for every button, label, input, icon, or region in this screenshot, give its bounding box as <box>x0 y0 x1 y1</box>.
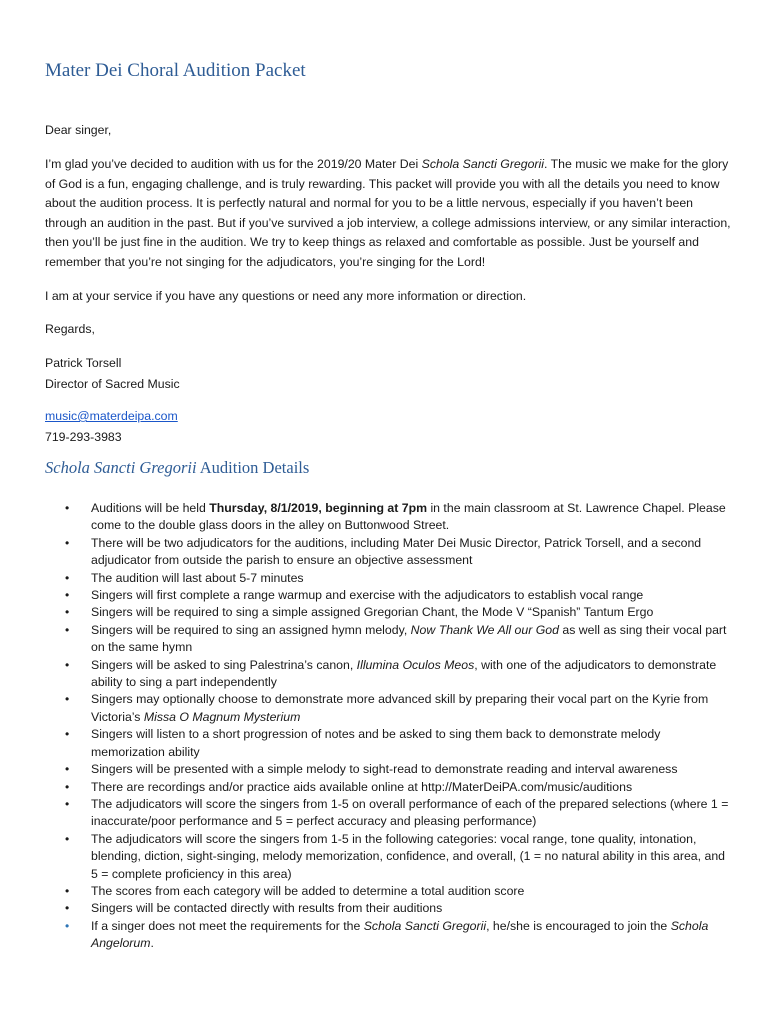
bullet-icon: • <box>65 605 70 620</box>
list-item: • Singers will first complete a range warmup and exercise with the adjudicators to establish vocal range <box>45 587 735 604</box>
list-item: • Singers will be required to sing a simple assigned Gregorian Chant, the Mode V “Spanish” Tantum Ergo <box>45 604 735 621</box>
signer-title: Director of Sacred Music <box>45 377 180 391</box>
bullet-icon: • <box>65 501 70 515</box>
list-item: • There will be two adjudicators for the auditions, including Mater Dei Music Director, Patrick Torsell, and a second adjudicator from outside the parish to ensure an objective assessment <box>65 535 702 568</box>
bullet-icon: • <box>65 918 70 933</box>
bullet-icon: • <box>65 796 70 811</box>
list-item: • Auditions will be held Thursday, 8/1/2019, beginning at 7pm in the main classroom at St. Lawrence Chapel. Please come to the double glass doors in the alley on Buttonwood Street. <box>65 501 726 533</box>
signer-name: Patrick Torsell <box>45 356 122 370</box>
list-item: • Singers will be asked to sing Palestrina’s canon, Illumina Oculos Meos, with one of the adjudicators to demonstrate ability to sing a part independently <box>65 657 717 690</box>
bullet-icon: • <box>65 657 70 672</box>
list-item: • The scores from each category will be added to determine a total audition score <box>45 883 735 900</box>
closing: Regards, <box>45 322 95 336</box>
bullet-icon: • <box>65 535 70 550</box>
list-item: • The audition will last about 5-7 minutes <box>45 570 735 587</box>
list-item: • Singers will be required to sing an assigned hymn melody, Now Thank We All our God as well as sing their vocal part on the same hymn <box>65 622 727 655</box>
list-item: • The adjudicators will score the singers from 1-5 on overall performance of each of the prepared selections (where 1 = inaccurate/poor performance and 5 = perfect accuracy and pleasing performance) <box>65 796 729 829</box>
salutation: Dear singer, <box>45 123 112 137</box>
phone-number: 719-293-3983 <box>45 430 122 444</box>
bullet-icon: • <box>65 570 70 585</box>
service-paragraph: I am at your service if you have any questions or need any more information or direction. <box>45 289 527 303</box>
page-title: Mater Dei Choral Audition Packet <box>45 60 306 81</box>
bullet-icon: • <box>65 883 70 898</box>
audition-details-list <box>45 500 735 953</box>
bullet-icon: • <box>65 831 70 846</box>
bullet-icon: • <box>65 622 70 637</box>
bullet-icon: • <box>65 588 70 603</box>
list-item: • Singers may optionally choose to demonstrate more advanced skill by preparing their vocal part on the Kyrie from Victoria’s Missa O Magnum Mysterium <box>65 692 709 724</box>
bullet-icon: • <box>65 762 70 777</box>
intro-paragraph: I’m glad you’ve decided to audition with us for the 2019/20 Mater Dei Schola Sancti Gregorii. The music we make for the glory of God is a fun, engaging challenge, and is truly rewarding. This packet will provide you with all the details you need to know about the audition process. It is perfectly natural and normal for you to be a little nervous, especially if you haven’t been through an audition in the past. But if you’ve survived a job interview, a college admissions interview, or any similar interaction, then you’ll be just fine in the audition. We try to keep things as relaxed and comfortable as possible. Just be yourself and remember that you’re not singing for the adjudicators, you’re singing for the Lord! <box>45 157 731 269</box>
details-heading: Schola Sancti Gregorii Audition Details <box>45 458 310 477</box>
list-item: • Singers will listen to a short progression of notes and be asked to sing them back to demonstrate melody memorization ability <box>65 727 661 759</box>
signature-block <box>45 353 735 395</box>
bullet-icon: • <box>65 901 70 916</box>
bullet-icon: • <box>65 779 70 794</box>
list-item: • Singers will be presented with a simple melody to sight-read to demonstrate reading and interval awareness <box>45 761 735 778</box>
bullet-icon: • <box>65 692 70 707</box>
bullet-icon: • <box>65 727 70 742</box>
list-item: • Singers will be contacted directly with results from their auditions <box>45 900 735 917</box>
list-item: • The adjudicators will score the singers from 1-5 in the following categories: vocal range, tone quality, intonation, blending, diction, sight-singing, melody memorization, confidence, and overall, (1 = no natural ability in this area, and 5 = complete proficiency in this area) <box>65 831 725 881</box>
list-item: • There are recordings and/or practice aids available online at http://MaterDeiPA.com/music/auditions <box>45 779 735 796</box>
contact-block <box>45 406 735 448</box>
list-item: • If a singer does not meet the requirements for the Schola Sancti Gregorii, he/she is encouraged to join the Schola Angelorum. <box>65 918 709 951</box>
email-link[interactable]: music@materdeipa.com <box>45 409 178 423</box>
